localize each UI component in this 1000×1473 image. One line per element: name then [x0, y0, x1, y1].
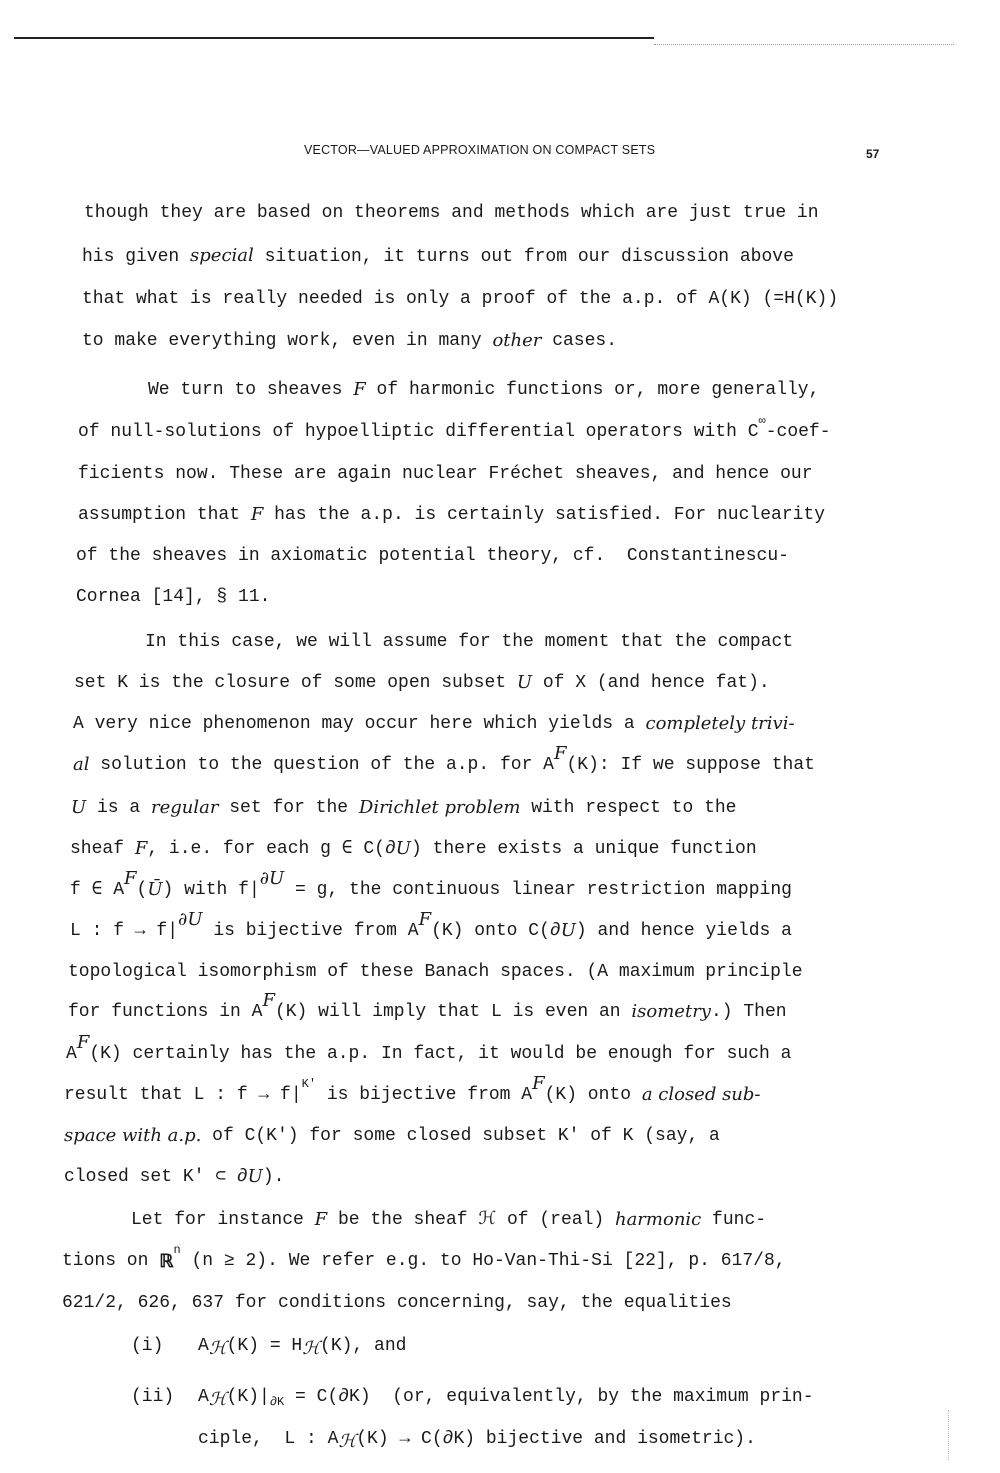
line-text: (K): If we suppose that [566, 755, 815, 775]
line-text: ) with f| [162, 880, 260, 900]
line-text: with respect to the [520, 798, 737, 818]
line-text: solution to the question of the a.p. for A [89, 755, 554, 775]
line-text: In this case, we will assume for the moment that the compact [145, 632, 794, 652]
text-line [84, 202, 876, 224]
right-margin-mark [948, 1410, 949, 1460]
text-line [145, 631, 793, 653]
line-text: A [198, 1336, 209, 1356]
subscript: K' [301, 1077, 317, 1091]
line-text: A [198, 1387, 209, 1407]
line-text: is a [86, 798, 151, 818]
text-line [70, 909, 792, 942]
math-symbol: Ū [147, 879, 163, 900]
line-text: ) there exists a unique function [410, 839, 757, 859]
subscript: ℋ [302, 1338, 321, 1359]
line-text: has the a.p. is certainly satisfied. For nuclearity [263, 505, 826, 525]
top-scan-rule [14, 37, 654, 39]
emphasis: space with a.p. [64, 1125, 202, 1146]
text-line [148, 379, 872, 401]
line-text: A [66, 1044, 77, 1064]
line-text: (K) onto C(∂ [431, 921, 561, 941]
math-symbol: F [353, 379, 366, 400]
math-symbol: U [560, 920, 576, 941]
line-text: ficients now. These are again nuclear Fréchet sheaves, and hence our [78, 464, 813, 484]
text-line [78, 414, 831, 443]
math-symbol: F [314, 1209, 328, 1230]
line-text: of harmonic functions or, more generally, [365, 380, 820, 400]
text-line [74, 672, 770, 694]
superscript: ∞ [758, 414, 766, 428]
line-text: (K) → C(∂K) bijective and isometric). [356, 1429, 756, 1449]
subscript: F [262, 990, 275, 1011]
line-text: that what is really needed is only a proof of the a.p. of A(K) (=H(K)) [82, 289, 839, 309]
line-text: (K)| [226, 1387, 270, 1407]
text-line [131, 1209, 766, 1231]
line-text: (K) = H [226, 1336, 303, 1356]
subscript: ∂K [269, 1395, 285, 1409]
line-text: Let for instance [131, 1210, 315, 1230]
math-symbol: F [250, 504, 264, 525]
line-text: his given [82, 247, 191, 267]
line-text: set K is the closure of some open subset [74, 673, 517, 693]
line-text: set for the [218, 798, 359, 818]
math-symbol: F [134, 838, 148, 859]
emphasis: a closed sub- [641, 1084, 761, 1105]
line-text: = g, the continuous linear restriction mapping [284, 880, 792, 900]
equation-i [198, 1335, 406, 1357]
text-line [82, 288, 874, 310]
text-line [71, 797, 737, 819]
line-text: (n ≥ 2). We refer e.g. to Ho-Van-Thi-Si [22], p. 617/8, [180, 1251, 786, 1271]
line-text: (K) certainly has the a.p. In fact, it would be enough for such a [89, 1044, 792, 1064]
text-line [68, 990, 787, 1023]
math-symbol: U [395, 838, 411, 859]
emphasis: Dirichlet problem [358, 797, 521, 818]
subscript: ℋ [208, 1389, 227, 1410]
emphasis: regular [150, 797, 219, 818]
line-text: (K) onto [544, 1085, 642, 1105]
line-text: (K) will imply that L is even an [274, 1002, 632, 1022]
line-text: of C(K') for some closed subset K' of K (say, a [201, 1126, 720, 1146]
line-text: (i) [131, 1336, 164, 1356]
text-line [62, 1243, 786, 1272]
line-text: is bijective from A [202, 921, 419, 941]
text-line [82, 330, 617, 352]
line-text: ) and hence yields a [575, 921, 792, 941]
text-line [76, 545, 789, 567]
superscript: n [173, 1243, 181, 1257]
running-title: VECTOR—VALUED APPROXIMATION ON COMPACT SETS [304, 143, 656, 157]
text-line [73, 713, 795, 735]
equation-label [131, 1335, 163, 1357]
emphasis: isometry [631, 1001, 711, 1022]
text-line [62, 1292, 732, 1314]
line-text: (ii) [131, 1387, 175, 1407]
subscript: F [532, 1073, 545, 1094]
line-text: , i.e. for each g ∈ C(∂ [147, 839, 396, 859]
line-text: -coef- [765, 422, 831, 442]
subscript: ∂U [259, 868, 285, 889]
emphasis: al [73, 754, 90, 775]
line-text: (K), and [320, 1336, 407, 1356]
line-text: is bijective from A [316, 1085, 533, 1105]
subscript: F [124, 868, 137, 889]
text-line [64, 1073, 761, 1106]
text-line [64, 1166, 284, 1188]
text-line [82, 245, 874, 268]
page-header [0, 140, 1000, 164]
math-symbol: U [71, 797, 87, 818]
text-line [66, 1032, 792, 1065]
text-line [70, 838, 757, 860]
text-line [64, 1125, 720, 1147]
subscript: F [76, 1032, 90, 1053]
line-text: of the sheaves in axiomatic potential theory, cf. Constantinescu- [76, 546, 789, 566]
subscript: F [418, 909, 432, 930]
line-text: ). [262, 1167, 285, 1187]
text-line [73, 743, 815, 776]
line-text: to make everything work, even in many [82, 331, 493, 351]
line-text: tions on [62, 1251, 160, 1271]
line-text: L : f → f| [70, 921, 179, 941]
line-text: We turn to sheaves [148, 380, 354, 400]
math-symbol: ℝ [159, 1251, 174, 1271]
subscript: ∂U [178, 909, 203, 930]
text-line [76, 586, 270, 608]
line-text: assumption that [78, 505, 251, 525]
line-text: sheaf [70, 839, 135, 859]
subscript: ℋ [208, 1338, 227, 1359]
subscript: F [553, 743, 567, 764]
line-text: .) Then [710, 1002, 787, 1022]
emphasis: completely trivi- [645, 713, 795, 734]
line-text: f ∈ A [70, 880, 125, 900]
subscript: ℋ [338, 1431, 357, 1452]
emphasis: harmonic [614, 1209, 702, 1230]
line-text: though they are based on theorems and methods which are just true in [84, 203, 819, 223]
line-text: ( [136, 880, 148, 900]
line-text: 621/2, 626, 637 for conditions concerning, say, the equalities [62, 1293, 732, 1313]
line-text: = C(∂K) (or, equivalently, by the maximum prin- [284, 1387, 814, 1407]
top-dotted-rule [654, 44, 954, 46]
text-line [78, 463, 813, 485]
text-line [70, 868, 792, 901]
page-number: 57 [866, 147, 880, 161]
text-line [78, 504, 825, 526]
line-text: of null-solutions of hypoelliptic differential operators with C [78, 422, 759, 442]
line-text: Cornea [14], § 11. [76, 587, 271, 607]
line-text: for functions in A [68, 1002, 263, 1022]
line-text: func- [701, 1210, 767, 1230]
line-text: cases. [541, 331, 618, 351]
line-text: topological isomorphism of these Banach spaces. (A maximum principle [68, 962, 803, 982]
emphasis: special [190, 245, 254, 266]
text-line [68, 961, 803, 983]
equation-ii [198, 1386, 814, 1408]
equation-ii-continued [198, 1428, 756, 1450]
line-text: of X (and hence fat). [532, 673, 770, 693]
line-text: result that L : f → f| [64, 1085, 302, 1105]
line-text: ciple, L : A [198, 1429, 339, 1449]
line-text: situation, it turns out from our discussion above [253, 247, 794, 267]
line-text: A very nice phenomenon may occur here which yields a [73, 714, 646, 734]
equation-label [131, 1386, 174, 1408]
line-text: closed set K' ⊂ ∂ [64, 1167, 248, 1187]
math-symbol: U [247, 1166, 263, 1187]
emphasis: other [492, 330, 542, 351]
math-symbol: U [516, 672, 533, 693]
line-text: be the sheaf ℋ of (real) [327, 1210, 615, 1230]
